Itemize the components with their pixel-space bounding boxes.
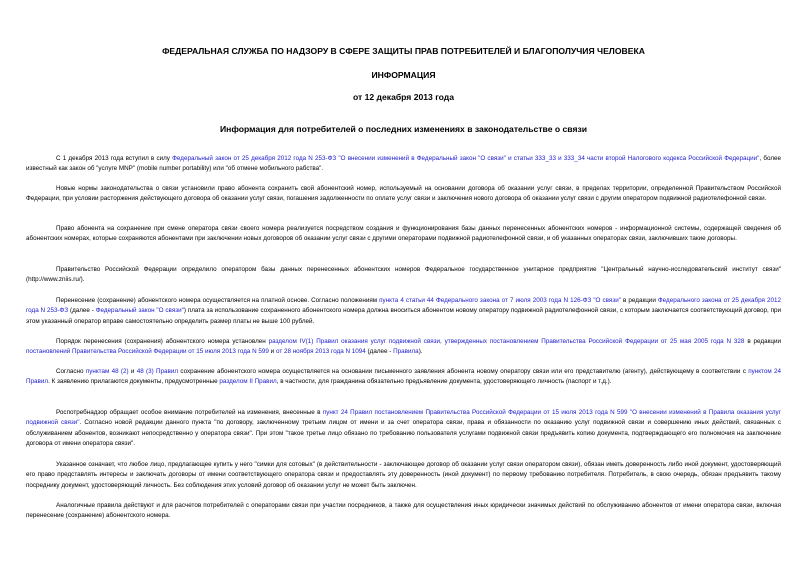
- paragraph: [26, 501, 781, 522]
- paragraph: [26, 367, 781, 388]
- paragraph: [26, 296, 781, 327]
- paragraph-text: Новые нормы законодательства о связи установили право абонента сохранить свой абонентский номер, используемый на основании договора об оказании услуг связи, в пределах территории, определенной Правительством Российской Федерации, при условии расторжения действующего договора об оказании услуг связи, погашения задолженности по оплате услуг связи и заключения нового договора об оказании услуг связи с другим оператором подвижной радиотелефонной связи.: [26, 185, 781, 203]
- paragraph: [26, 224, 781, 245]
- paragraph-text: . Согласно новой редакции данного пункта "по договору, заключенному третьим лицом от имени и за счет оператора связи, права и обязанности по оказанию услуг подвижной связи и совершению иных действий, связанных с обслуживанием абонентов, возникают непосредственно у оператора связи". При этом "такое третье лицо обязано по требованию пользователя услугами подвижной связи предъявить копию документа, подтверждающего его полномочия на заключение договора от имени оператора связи".: [26, 419, 781, 447]
- paragraph-text: и: [128, 368, 137, 375]
- paragraph-text: Правительство Российской Федерации определило оператором базы данных перенесенных абонентских номеров Федеральное государственное унитарное предприятие "Центральный научно-исследовательский институт связи" (http://www.zniis.ru/).: [26, 266, 781, 284]
- legal-reference-link[interactable]: 48 (3) Правил: [136, 368, 179, 375]
- paragraph-text: (далее -: [365, 348, 394, 356]
- paragraph-text: Согласно: [56, 368, 86, 375]
- legal-reference-link[interactable]: Федерального закона от 25 декабря 2012 года N 253-ФЗ: [26, 297, 781, 315]
- legal-reference-link[interactable]: пунктам 48 (2): [85, 368, 129, 375]
- paragraph-text: . К заявлению прилагаются документы, предусмотренные: [48, 378, 220, 386]
- paragraph: [26, 154, 781, 175]
- legal-reference-link[interactable]: Федеральный закон "О связи": [95, 307, 184, 315]
- paragraph: [26, 184, 781, 205]
- paragraph-text: , в частности, для гражданина обязательно предъявление документа, удостоверяющего личность (паспорт и т.д.).: [276, 378, 612, 386]
- agency-heading: ФЕДЕРАЛЬНАЯ СЛУЖБА ПО НАДЗОРУ В СФЕРЕ ЗАЩИТЫ ПРАВ ПОТРЕБИТЕЛЕЙ И БЛАГОПОЛУЧИЯ ЧЕЛОВЕКА: [162, 46, 645, 56]
- legal-reference-link[interactable]: пунктом 24 Правил: [26, 368, 781, 386]
- legal-reference-link[interactable]: постановлений Правительства Российской Федерации от 15 июля 2013 года N 599: [26, 348, 269, 356]
- paragraph-text: Указанное означает, что любое лицо, предлагающее купить у него "симки для сотовых" (в действительности - заключающее договор об оказании услуг связи оператором связи), обязан иметь доверенность либо иной документ, удостоверяющий его право представлять интересы и заключать договоры от имени соответствующего оператора связи и предоставлять эту доверенность (иной документ) по первому требованию потребителя. Потребитель, в свою очередь, обязан предъявить такому посреднику документ, удостоверяющий личность. Без соблюдения этих условий договор об оказании услуг не может быть заключен.: [26, 461, 781, 489]
- legal-reference-link[interactable]: Правила: [393, 348, 419, 356]
- paragraph-text: и: [268, 348, 276, 356]
- paragraph-text: Порядок перенесения (сохранения) абонентского номера установлен: [56, 338, 269, 345]
- paragraph-text: , более известный как закон об "услуге MNP" (mobile number portability) или "об отмене мобильного рабства".: [26, 155, 781, 173]
- document-title: Информация для потребителей о последних изменениях в законодательстве о связи: [219, 124, 588, 134]
- legal-reference-link[interactable]: разделом II Правил: [219, 378, 277, 386]
- paragraph: [26, 408, 781, 449]
- legal-reference-link[interactable]: пункта 4 статьи 44 Федерального закона от 7 июля 2003 года N 126-ФЗ "О связи": [379, 297, 621, 304]
- paragraph-text: сохранение абонентского номера осуществляется на основании письменного заявления абонента новому оператору связи или его представителю (агенту), действующему в соответствии с: [178, 368, 749, 375]
- paragraph-text: ).: [418, 348, 423, 356]
- legal-reference-link[interactable]: от 28 ноября 2013 года N 1094: [275, 348, 366, 356]
- paragraph: [26, 337, 781, 358]
- legal-reference-link[interactable]: разделом IV(1) Правил оказания услуг подвижной связи, утвержденных постановлением Правительства Российской Федерации от 25 мая 2005 года N 328: [268, 338, 745, 345]
- document-date: от 12 декабря 2013 года: [352, 92, 455, 102]
- paragraph-text: в редакции: [620, 297, 658, 304]
- paragraph-text: Аналогичные правила действуют и для расчетов потребителей с операторами связи при участии посредников, а также для осуществления иных юридически значимых действий по обслуживанию абонентов от имени оператора связи, включая перенесение (сохранение) абонентского номера.: [26, 502, 781, 520]
- paragraph-text: (далее -: [68, 307, 96, 315]
- paragraph: [26, 460, 781, 491]
- paragraph-text: в редакции: [744, 338, 781, 345]
- document-type-heading: ИНФОРМАЦИЯ: [371, 70, 436, 80]
- legal-reference-link[interactable]: пункт 24 Правил постановлением Правительства Российской Федерации от 15 июля 2013 года N 599 "О внесении изменений в Правила оказания услуг подвижной связи": [26, 409, 781, 427]
- paragraph-text: ) плата за использование сохраненного абонентского номера должна вноситься абонентом новому оператору подвижной радиотелефонной связи, с которым заключается соответствующий договор, при этом указанный оператор вправе самостоятельно определить размер платы не выше 100 рублей.: [26, 307, 782, 325]
- paragraph-text: Право абонента на сохранение при смене оператора связи своего номера реализуется посредством создания и функционирования базы данных перенесенных абонентских номеров - информационной системы, содержащей сведения об абонентских номерах, которые сохраняются абонентами при заключении новых договоров об оказании услуг связи с другими операторами подвижной радиотелефонной связи, и об указанных операторах связи, заключивших такие договоры.: [26, 225, 781, 243]
- legal-reference-link[interactable]: Федеральный закон от 25 декабря 2012 года N 253-ФЗ "О внесении изменений в Федеральный закон "О связи" и статьи 333_33 и 333_34 части второй Налогового кодекса Российской Федерации": [172, 155, 760, 162]
- paragraph-text: Перенесение (сохранение) абонентского номера осуществляется на платной основе. Согласно положениям: [56, 297, 380, 304]
- paragraph: [26, 265, 781, 286]
- paragraph-text: Роспотребнадзор обращает особое внимание потребителей на изменения, внесенные в: [56, 409, 323, 416]
- paragraph-text: С 1 декабря 2013 года вступил в силу: [56, 155, 173, 162]
